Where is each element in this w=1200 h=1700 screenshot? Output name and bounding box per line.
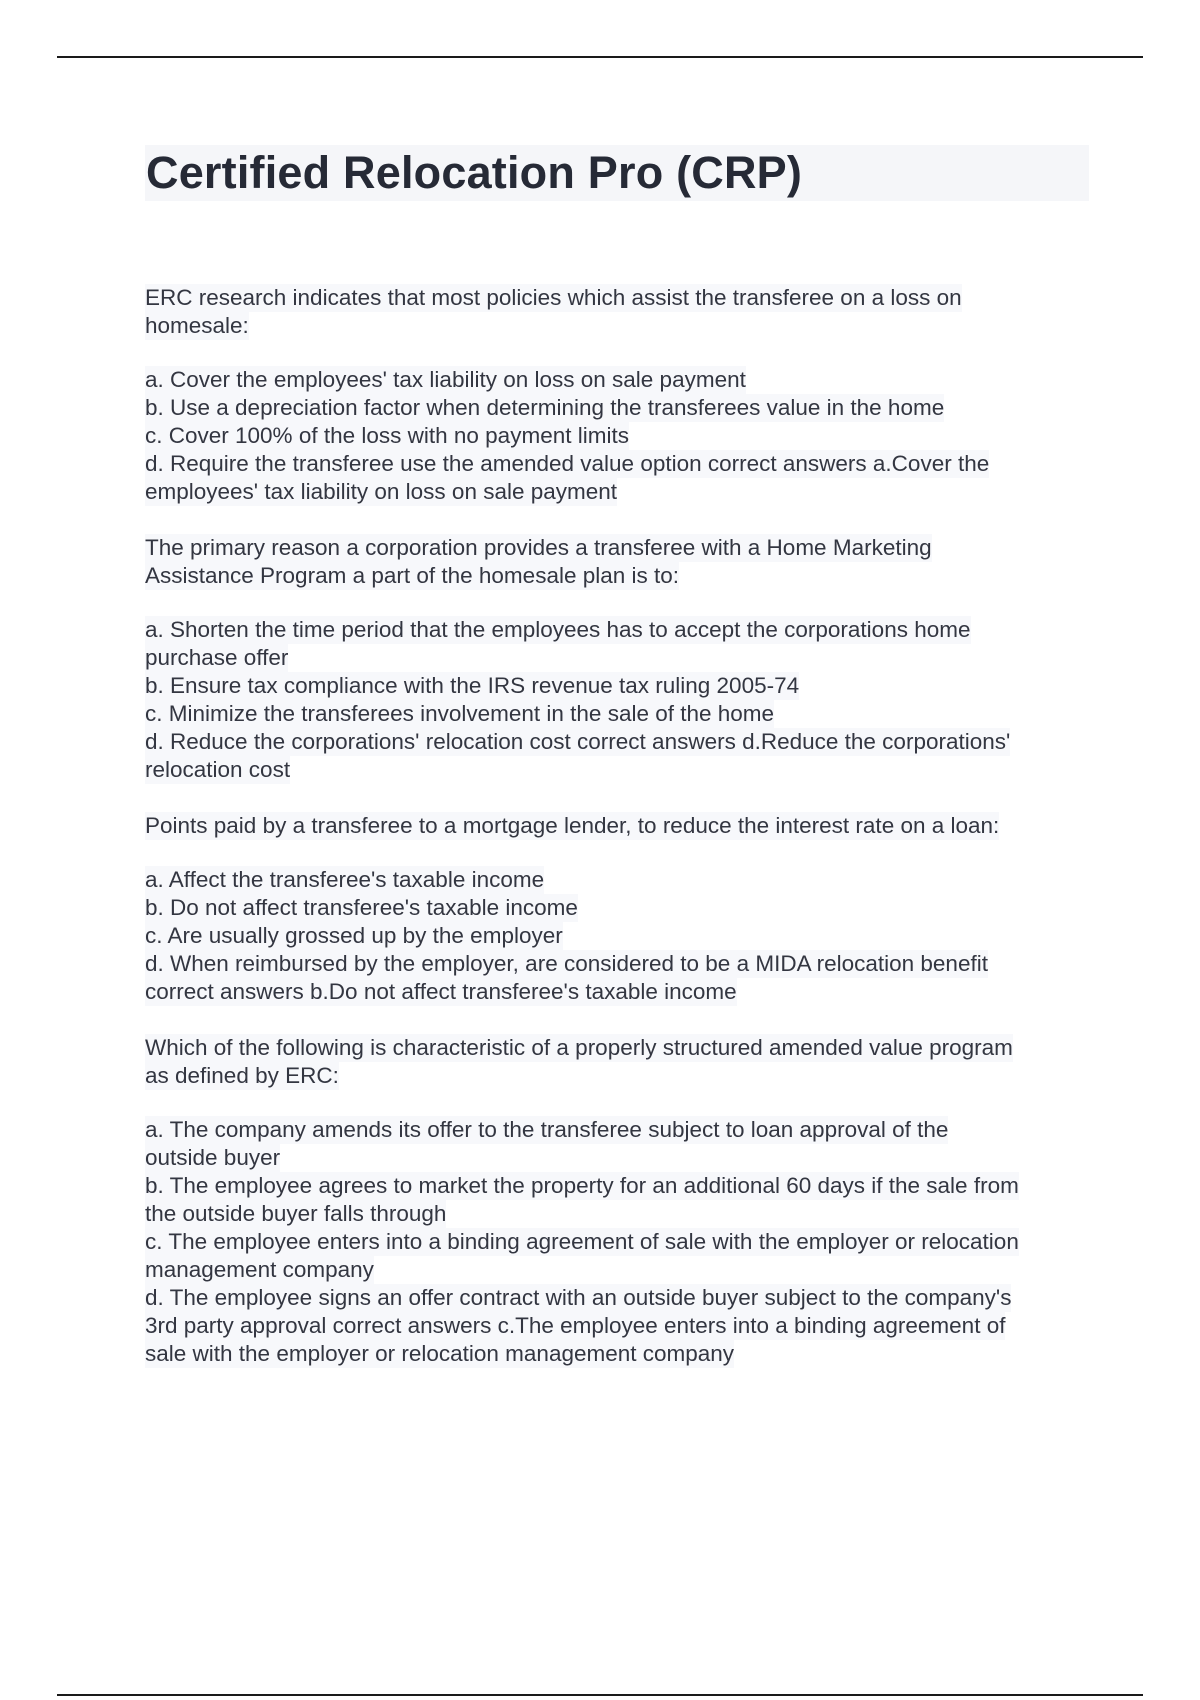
- option-line: d. The employee signs an offer contract with an outside buyer subject to the company's: [145, 1285, 1012, 1310]
- question-text: [145, 812, 1089, 840]
- option-line: employees' tax liability on loss on sale payment: [145, 479, 618, 504]
- question-line: as defined by ERC:: [145, 1063, 339, 1088]
- option-line: b. Use a depreciation factor when determining the transferees value in the home: [145, 395, 945, 420]
- answer-options: [145, 1116, 1089, 1368]
- option-line: c. Cover 100% of the loss with no payment limits: [145, 423, 629, 448]
- option-line: purchase offer: [145, 645, 289, 670]
- bottom-rule: [57, 1694, 1143, 1696]
- option-line: correct answers b.Do not affect transferee's taxable income: [145, 979, 737, 1004]
- document-title: Certified Relocation Pro (CRP): [145, 145, 1089, 201]
- answer-options: [145, 616, 1089, 784]
- option-line: management company: [145, 1257, 374, 1282]
- option-line: d. Require the transferee use the amended value option correct answers a.Cover the: [145, 451, 990, 476]
- question-text: [145, 1034, 1089, 1090]
- qa-block-2: [145, 534, 1089, 784]
- option-line: sale with the employer or relocation management company: [145, 1341, 735, 1366]
- option-line: 3rd party approval correct answers c.The employee enters into a binding agreement of: [145, 1313, 1006, 1338]
- question-line: The primary reason a corporation provides a transferee with a Home Marketing: [145, 535, 932, 560]
- question-line: ERC research indicates that most policies which assist the transferee on a loss on: [145, 285, 962, 310]
- option-line: the outside buyer falls through: [145, 1201, 447, 1226]
- answer-options: [145, 366, 1089, 506]
- qa-block-1: [145, 284, 1089, 506]
- option-line: a. The company amends its offer to the transferee subject to loan approval of the: [145, 1117, 949, 1142]
- option-line: a. Affect the transferee's taxable income: [145, 867, 545, 892]
- qa-block-4: [145, 1034, 1089, 1368]
- option-line: c. Are usually grossed up by the employer: [145, 923, 563, 948]
- qa-list: [145, 284, 1089, 1368]
- option-line: c. The employee enters into a binding agreement of sale with the employer or relocation: [145, 1229, 1019, 1254]
- top-rule: [57, 56, 1143, 58]
- option-line: a. Shorten the time period that the employees has to accept the corporations home: [145, 617, 971, 642]
- option-line: a. Cover the employees' tax liability on loss on sale payment: [145, 367, 746, 392]
- option-line: d. Reduce the corporations' relocation cost correct answers d.Reduce the corporations': [145, 729, 1011, 754]
- option-line: relocation cost: [145, 757, 291, 782]
- option-line: b. Do not affect transferee's taxable income: [145, 895, 578, 920]
- option-line: c. Minimize the transferees involvement in the sale of the home: [145, 701, 775, 726]
- option-line: outside buyer: [145, 1145, 281, 1170]
- qa-block-3: [145, 812, 1089, 1006]
- answer-options: [145, 866, 1089, 1006]
- document-body: [145, 145, 1089, 1396]
- question-text: [145, 534, 1089, 590]
- question-line: Points paid by a transferee to a mortgage lender, to reduce the interest rate on a loan:: [145, 813, 1000, 838]
- question-line: Which of the following is characteristic of a properly structured amended value program: [145, 1035, 1013, 1060]
- option-line: b. Ensure tax compliance with the IRS revenue tax ruling 2005-74: [145, 673, 800, 698]
- option-line: b. The employee agrees to market the property for an additional 60 days if the sale from: [145, 1173, 1019, 1198]
- question-text: [145, 284, 1089, 340]
- question-line: Assistance Program a part of the homesale plan is to:: [145, 563, 680, 588]
- option-line: d. When reimbursed by the employer, are considered to be a MIDA relocation benefit: [145, 951, 988, 976]
- question-line: homesale:: [145, 313, 249, 338]
